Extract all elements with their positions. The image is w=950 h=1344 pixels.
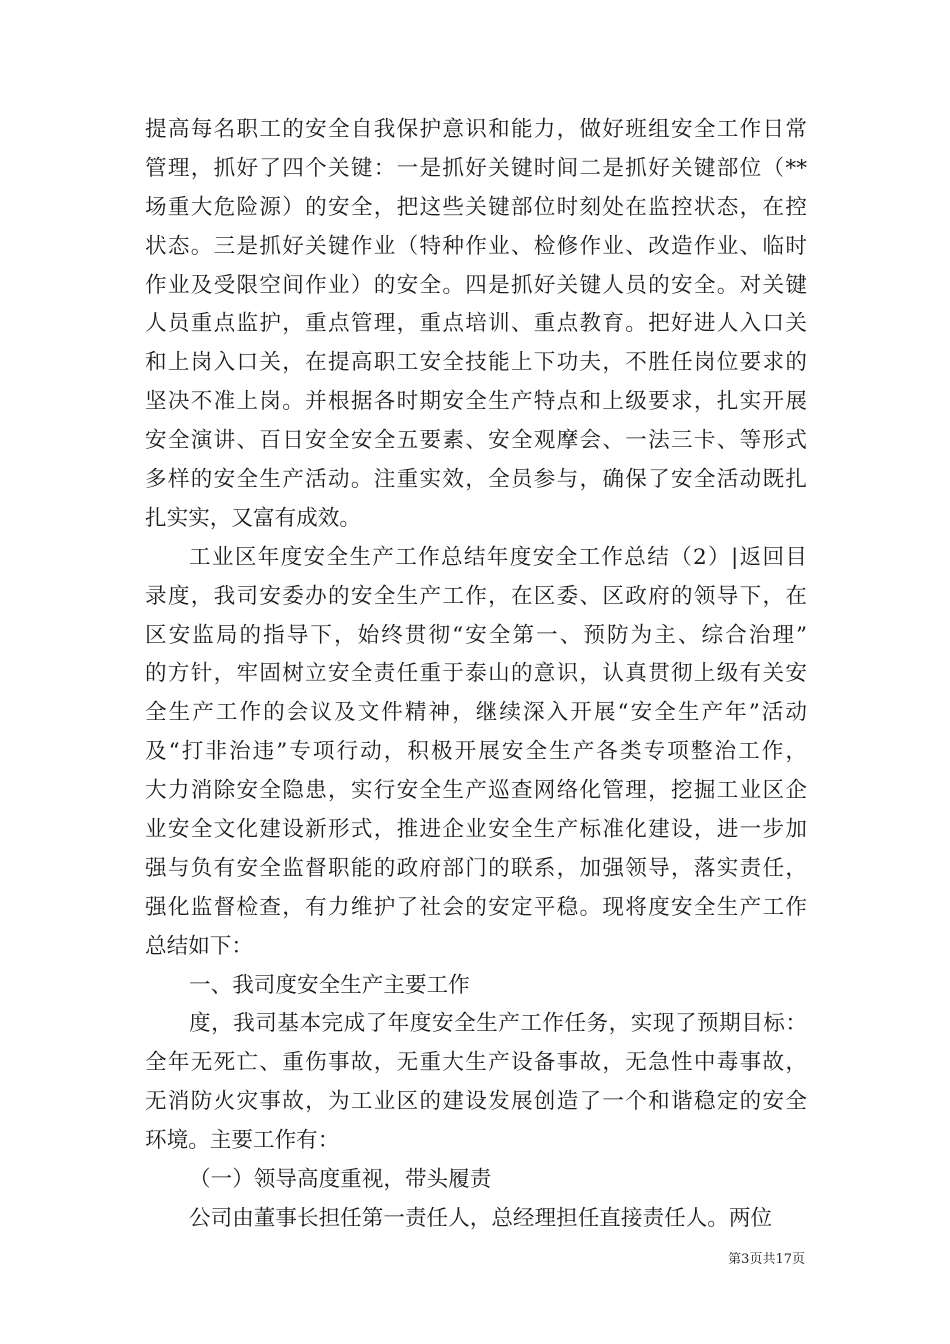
paragraph: [145, 1200, 807, 1239]
text-line: 作业及受限空间作业）的安全。四是抓好关键人员的安全。对关键: [145, 272, 807, 298]
text-line: 总结如下：: [145, 933, 253, 959]
text-line: 一、我司度安全生产主要工作: [189, 972, 470, 998]
paragraph: [145, 967, 807, 1006]
text-line: 度，我司基本完成了年度安全生产工作任务，实现了预期目标：: [189, 1011, 807, 1037]
text-line: 环境。主要工作有：: [145, 1128, 340, 1154]
page-number: 第3页共17页: [728, 1252, 805, 1267]
paragraph: [145, 539, 807, 967]
text-line: 和上岗入口关，在提高职工安全技能上下功夫，不胜任岗位要求的: [145, 350, 807, 376]
text-line: 扎实实，又富有成效。: [145, 505, 361, 531]
text-line: 全生产工作的会议及文件精神，继续深入开展“安全生产年”活动: [145, 700, 807, 726]
document-body: [145, 111, 807, 1239]
text-line: 人员重点监护，重点管理，重点培训、重点教育。把好进人入口关: [145, 311, 807, 337]
text-line: 状态。三是抓好关键作业（特种作业、检修作业、改造作业、临时: [145, 233, 807, 259]
text-line: 场重大危险源）的安全，把这些关键部位时刻处在监控状态，在控: [145, 194, 807, 220]
paragraph: [145, 1005, 807, 1161]
text-line: 录度，我司安委办的安全生产工作，在区委、区政府的领导下，在: [145, 583, 807, 609]
text-line: 的方针，牢固树立安全责任重于泰山的意识，认真贯彻上级有关安: [145, 661, 807, 687]
text-line: 管理，抓好了四个关键：一是抓好关键时间二是抓好关键部位（**: [145, 155, 807, 181]
text-line: 工业区年度安全生产工作总结年度安全工作总结（2）|返回目: [189, 544, 807, 570]
paragraph: [145, 111, 807, 539]
text-line: 提高每名职工的安全自我保护意识和能力，做好班组安全工作日常: [145, 117, 807, 142]
text-line: 无消防火灾事故，为工业区的建设发展创造了一个和谐稳定的安全: [145, 1089, 807, 1115]
text-line: 大力消除安全隐患，实行安全生产巡查网络化管理，挖掘工业区企: [145, 778, 807, 804]
text-line: （一）领导高度重视，带头履责: [189, 1167, 492, 1193]
text-line: 公司由董事长担任第一责任人，总经理担任直接责任人。两位: [189, 1205, 773, 1231]
text-line: 区安监局的指导下，始终贯彻“安全第一、预防为主、综合治理”: [145, 622, 807, 648]
text-line: 全年无死亡、重伤事故，无重大生产设备事故，无急性中毒事故，: [145, 1050, 807, 1076]
text-line: 坚决不准上岗。并根据各时期安全生产特点和上级要求，扎实开展: [145, 389, 807, 415]
text-line: 及“打非治违”专项行动，积极开展安全生产各类专项整治工作，: [145, 739, 807, 765]
text-line: 业安全文化建设新形式，推进企业安全生产标准化建设，进一步加: [145, 817, 807, 843]
text-line: 多样的安全生产活动。注重实效，全员参与，确保了安全活动既扎: [145, 467, 807, 493]
text-line: 强化监督检查，有力维护了社会的安定平稳。现将度安全生产工作: [145, 894, 807, 920]
paragraph: [145, 1161, 807, 1200]
text-line: 强与负有安全监督职能的政府部门的联系，加强领导，落实责任，: [145, 855, 807, 881]
text-line: 安全演讲、百日安全安全五要素、安全观摩会、一法三卡、等形式: [145, 428, 807, 454]
